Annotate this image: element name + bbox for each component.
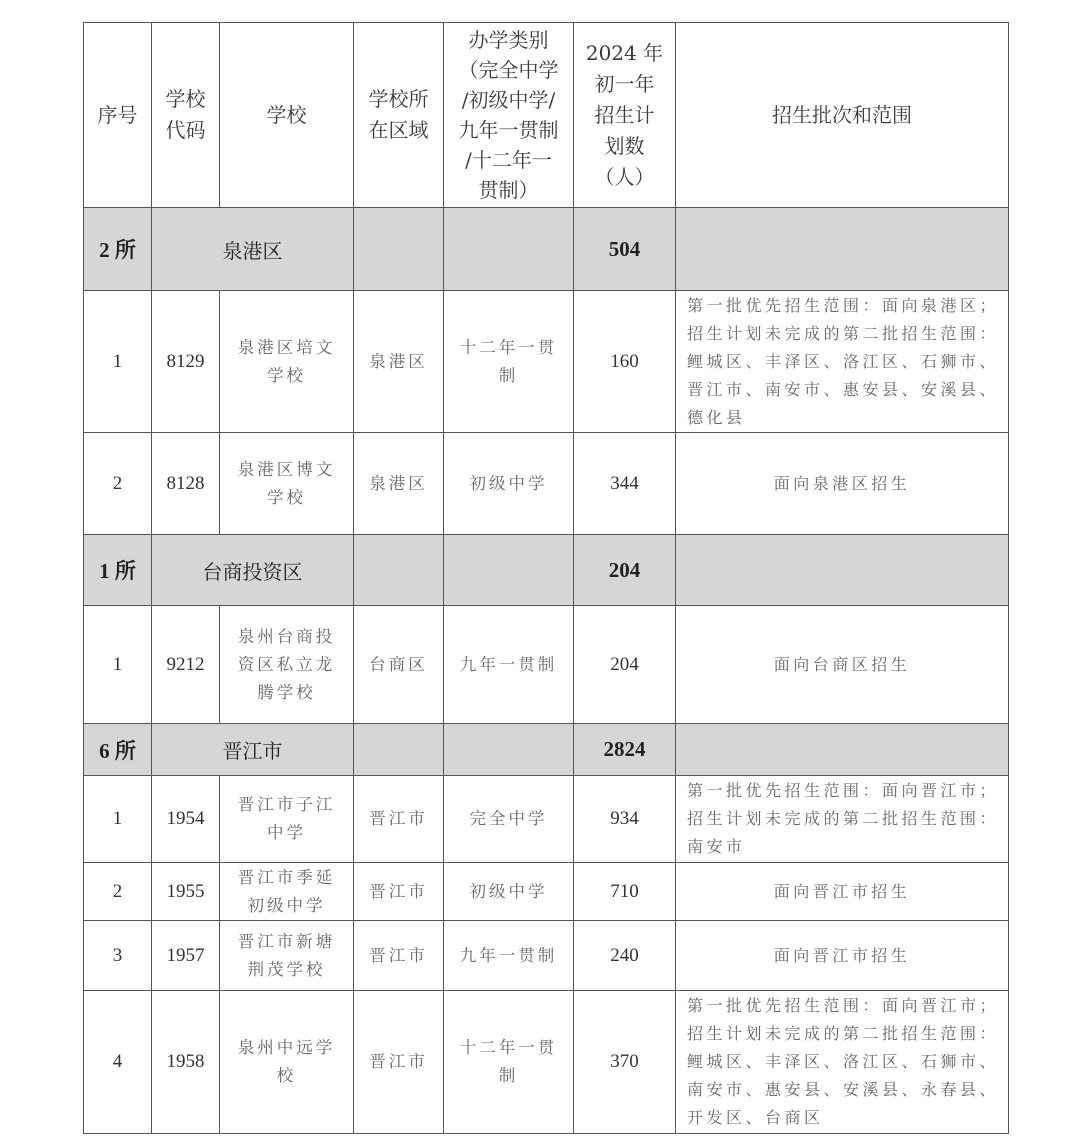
group-count: 2 所	[84, 208, 152, 291]
row-type: 初级中学	[444, 863, 574, 921]
header-type: 办学类别 （完全中学 /初级中学/ 九年一贯制 /十二年一 贯制）	[444, 23, 574, 208]
row-school: 晋江市季延 初级中学	[220, 863, 354, 921]
row-plan: 370	[574, 991, 676, 1134]
row-scope: 面向台商区招生	[676, 606, 1009, 724]
row-type: 九年一贯制	[444, 921, 574, 991]
header-area: 学校所 在区域	[354, 23, 444, 208]
row-area: 晋江市	[354, 921, 444, 991]
group-region: 晋江市	[152, 724, 354, 776]
group-total: 2824	[574, 724, 676, 776]
row-plan: 344	[574, 433, 676, 535]
row-scope: 第一批优先招生范围：面向晋江市； 招生计划未完成的第二批招生范围： 鲤城区、丰泽区、洛江区、石狮市、 南安市、惠安县、安溪县、永春县、 开发区、台商区	[676, 991, 1009, 1134]
row-scope: 第一批优先招生范围：面向泉港区； 招生计划未完成的第二批招生范围： 鲤城区、丰泽区、洛江区、石狮市、 晋江市、南安市、惠安县、安溪县、 德化县	[676, 291, 1009, 433]
table-row	[84, 433, 1009, 535]
row-area: 晋江市	[354, 863, 444, 921]
header-scope: 招生批次和范围	[676, 23, 1009, 208]
row-seq: 1	[84, 776, 152, 863]
row-area: 泉港区	[354, 433, 444, 535]
enrollment-plan-table	[83, 22, 1009, 1134]
row-code: 1955	[152, 863, 220, 921]
header-code: 学校 代码	[152, 23, 220, 208]
row-type: 九年一贯制	[444, 606, 574, 724]
group-count: 6 所	[84, 724, 152, 776]
row-plan: 160	[574, 291, 676, 433]
row-seq: 4	[84, 991, 152, 1134]
row-seq: 3	[84, 921, 152, 991]
row-type: 完全中学	[444, 776, 574, 863]
row-school: 泉港区博文 学校	[220, 433, 354, 535]
row-school: 泉州中远学 校	[220, 991, 354, 1134]
row-plan: 204	[574, 606, 676, 724]
row-area: 晋江市	[354, 776, 444, 863]
row-scope: 面向晋江市招生	[676, 921, 1009, 991]
row-school: 泉州台商投 资区私立龙 腾学校	[220, 606, 354, 724]
row-type: 初级中学	[444, 433, 574, 535]
row-seq: 2	[84, 863, 152, 921]
row-code: 1957	[152, 921, 220, 991]
group-count: 1 所	[84, 535, 152, 606]
group-total: 504	[574, 208, 676, 291]
row-school: 晋江市新塘 荆茂学校	[220, 921, 354, 991]
row-plan: 934	[574, 776, 676, 863]
row-code: 8129	[152, 291, 220, 433]
header-school: 学校	[220, 23, 354, 208]
table-row	[84, 776, 1009, 863]
row-type: 十二年一贯 制	[444, 291, 574, 433]
group-row-quangang	[84, 208, 1009, 291]
table-row	[84, 291, 1009, 433]
table-row	[84, 991, 1009, 1134]
group-region: 台商投资区	[152, 535, 354, 606]
row-area: 泉港区	[354, 291, 444, 433]
group-total: 204	[574, 535, 676, 606]
row-school: 晋江市子江 中学	[220, 776, 354, 863]
header-plan: 2024 年 初一年 招生计 划数 （人）	[574, 23, 676, 208]
table-row	[84, 863, 1009, 921]
row-plan: 710	[574, 863, 676, 921]
group-region: 泉港区	[152, 208, 354, 291]
header-row	[84, 23, 1009, 208]
row-scope: 第一批优先招生范围：面向晋江市； 招生计划未完成的第二批招生范围： 南安市	[676, 776, 1009, 863]
row-code: 8128	[152, 433, 220, 535]
row-type: 十二年一贯 制	[444, 991, 574, 1134]
row-scope: 面向晋江市招生	[676, 863, 1009, 921]
row-seq: 1	[84, 606, 152, 724]
row-seq: 2	[84, 433, 152, 535]
table-row	[84, 606, 1009, 724]
row-seq: 1	[84, 291, 152, 433]
row-school: 泉港区培文 学校	[220, 291, 354, 433]
row-code: 1958	[152, 991, 220, 1134]
row-code: 9212	[152, 606, 220, 724]
row-area: 台商区	[354, 606, 444, 724]
row-scope: 面向泉港区招生	[676, 433, 1009, 535]
row-code: 1954	[152, 776, 220, 863]
header-seq: 序号	[84, 23, 152, 208]
table-row	[84, 921, 1009, 991]
row-plan: 240	[574, 921, 676, 991]
group-row-jinjiang	[84, 724, 1009, 776]
group-row-taishang	[84, 535, 1009, 606]
row-area: 晋江市	[354, 991, 444, 1134]
